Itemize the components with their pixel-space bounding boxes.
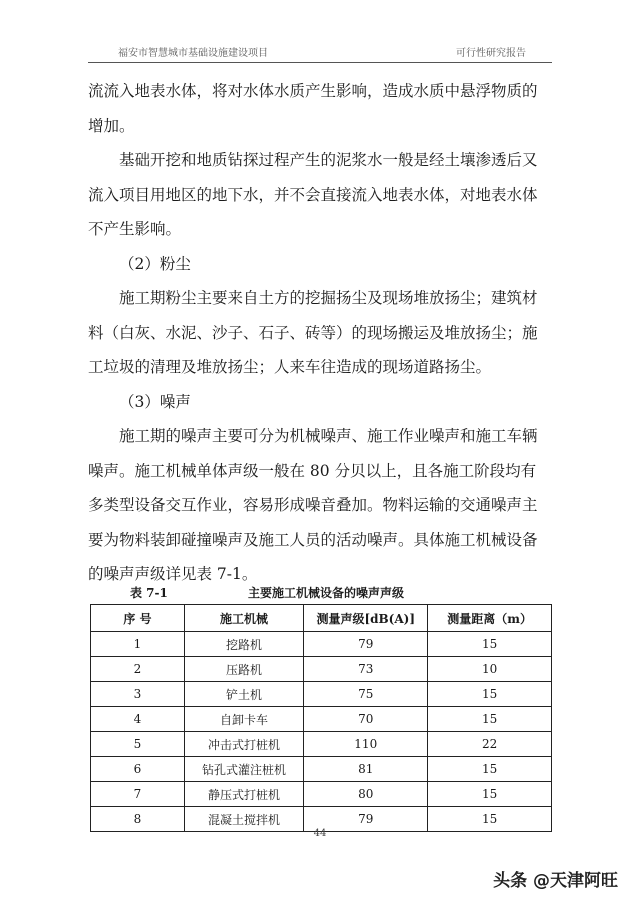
- cell-index: 7: [91, 782, 185, 807]
- cell-sound-level: 110: [304, 732, 428, 757]
- cell-sound-level: 70: [304, 707, 428, 732]
- paragraph-noise: 施工期的噪声主要可分为机械噪声、施工作业噪声和施工车辆噪声。施工机械单体声级一般在 80 分贝以上，且各施工阶段均有多类型设备交互作业，容易形成噪音叠加。物料运输的交通噪声主要为物料装卸碰撞噪声及施工人员的活动噪声。具体施工机械设备的噪声声级详见表 7-1。: [88, 427, 538, 583]
- header-project-title: 福安市智慧城市基础设施建设项目: [118, 48, 268, 59]
- paragraph-dust: 施工期粉尘主要来自土方的挖掘扬尘及现场堆放扬尘；建筑材料（白灰、水泥、沙子、石子、砖等）的现场搬运及堆放扬尘；施工垃圾的清理及堆放扬尘；人来车往造成的现场道路扬尘。: [88, 289, 538, 376]
- noise-level-table: [90, 604, 552, 832]
- cell-machine: 静压式打桩机: [184, 782, 303, 807]
- table-number: 表 7-1: [130, 586, 168, 600]
- cell-index: 4: [91, 707, 185, 732]
- table-row: [91, 757, 552, 782]
- page-header: [88, 40, 552, 63]
- table-row: [91, 732, 552, 757]
- cell-distance: 15: [428, 757, 552, 782]
- table-header-row: [91, 605, 552, 632]
- header-machine: 施工机械: [184, 605, 303, 632]
- cell-machine: 压路机: [184, 657, 303, 682]
- page-number: 44: [313, 828, 327, 839]
- cell-index: 5: [91, 732, 185, 757]
- cell-machine: 冲击式打桩机: [184, 732, 303, 757]
- cell-sound-level: 79: [304, 807, 428, 832]
- cell-sound-level: 75: [304, 682, 428, 707]
- table-row: [91, 782, 552, 807]
- cell-sound-level: 80: [304, 782, 428, 807]
- cell-sound-level: 81: [304, 757, 428, 782]
- cell-index: 1: [91, 632, 185, 657]
- cell-machine: 钻孔式灌注桩机: [184, 757, 303, 782]
- cell-index: 8: [91, 807, 185, 832]
- cell-distance: 10: [428, 657, 552, 682]
- table-row: [91, 682, 552, 707]
- header-report-type: 可行性研究报告: [456, 48, 526, 59]
- subheading-dust: （2）粉尘: [119, 254, 191, 273]
- watermark-logo: 头条 @天津阿旺: [493, 871, 618, 891]
- cell-sound-level: 73: [304, 657, 428, 682]
- header-sound-level: 测量声级[dB(A)]: [304, 605, 428, 632]
- subheading-noise: （3）噪声: [119, 392, 191, 411]
- cell-index: 2: [91, 657, 185, 682]
- cell-distance: 22: [428, 732, 552, 757]
- cell-index: 6: [91, 757, 185, 782]
- table-caption: [130, 584, 530, 604]
- table-row: [91, 707, 552, 732]
- table-row: [91, 632, 552, 657]
- cell-machine: 混凝土搅拌机: [184, 807, 303, 832]
- header-index: 序 号: [91, 605, 185, 632]
- cell-distance: 15: [428, 682, 552, 707]
- cell-distance: 15: [428, 707, 552, 732]
- cell-machine: 挖路机: [184, 632, 303, 657]
- cell-distance: 15: [428, 782, 552, 807]
- paragraph-mud-water: 基础开挖和地质钻探过程产生的泥浆水一般是经土壤渗透后又流入项目用地区的地下水，并不会直接流入地表水体，对地表水体不产生影响。: [88, 151, 538, 238]
- cell-index: 3: [91, 682, 185, 707]
- cell-machine: 自卸卡车: [184, 707, 303, 732]
- paragraph-continued: 流流入地表水体，将对水体水质产生影响，造成水质中悬浮物质的增加。: [88, 82, 538, 135]
- cell-distance: 15: [428, 632, 552, 657]
- table-row: [91, 657, 552, 682]
- cell-machine: 铲土机: [184, 682, 303, 707]
- body-text: [88, 74, 550, 592]
- cell-sound-level: 79: [304, 632, 428, 657]
- table-title: 主要施工机械设备的噪声声级: [248, 586, 405, 600]
- cell-distance: 15: [428, 807, 552, 832]
- header-distance: 测量距离（m）: [428, 605, 552, 632]
